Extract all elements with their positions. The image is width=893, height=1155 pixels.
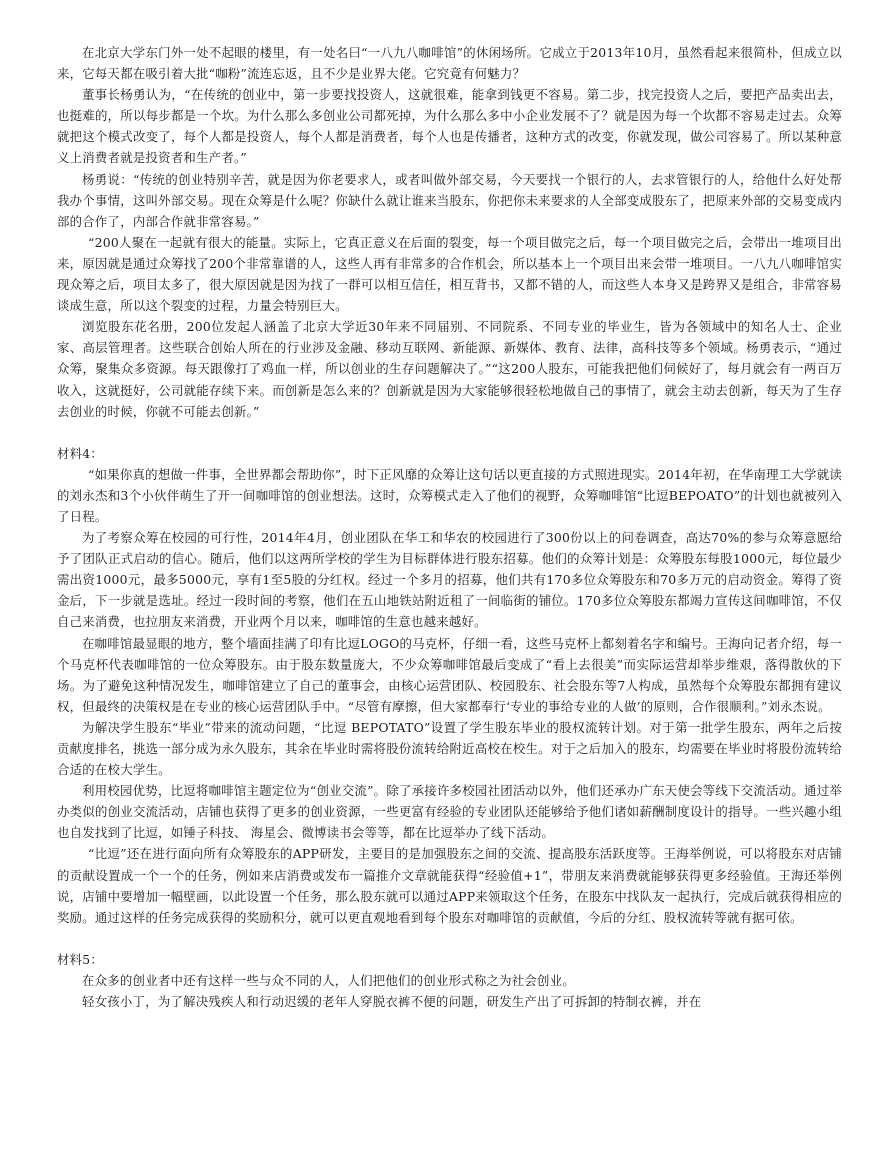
material-4-paragraph: 利用校园优势，比逗将咖啡馆主题定位为“创业交流”。除了承接许多校园社团活动以外，他们还承办广东天使会等线下交流活动。通过举办类似的创业交流活动，店铺也获得了更多的创业资源，一些更富有经验的专业团队还能够给予他们诸如薪酬制度设计的指导。一些兴趣小组也自发找到了比逗，如锤子科技、 海星会、微博读书会等等，都在比逗举办了线下活动。 bbox=[57, 783, 842, 841]
material-4-paragraph: 为解决学生股东“毕业”带来的流动问题，“比逗 BEPOTATO”设置了学生股东毕业的股权流转计划。对于第一批学生股东，两年之后按贡献度排名，挑选一部分成为永久股东，其余在毕业时需将股份流转给附近高校在校生。对于之后加入的股东，均需要在毕业时将股份流转给合适的在校大学生。 bbox=[57, 719, 842, 778]
document-page bbox=[57, 0, 842, 1012]
material-4-heading: 材料4： bbox=[57, 445, 104, 461]
paragraph-intro: 在北京大学东门外一处不起眼的楼里，有一处名曰“一八九八咖啡馆”的休闲场所。它成立于2013年10月，虽然看起来很简朴，但成立以来，它每天都在吸引着大批“咖粉”流连忘返，且不少是业界大佬。它究竟有何魅力？ bbox=[57, 45, 842, 82]
paragraph-yang-yong-view: 董事长杨勇认为，“在传统的创业中，第一步要找投资人，这就很难，能拿到钱更不容易。第二步，找完投资人之后，要把产品卖出去，也挺难的，所以每步都是一个坎。为什么那么多创业公司都死掉，为什么那么多中小企业发展不了？就是因为每一个坎都不容易走过去。众筹就把这个模式改变了，每个人都是投资人，每个人都是消费者，每个人也是传播者，这种方式的改变，你就发现，做公司容易了。所以某种意义上消费者就是投资者和生产者。” bbox=[57, 87, 842, 166]
paragraph-200-people: “200人聚在一起就有很大的能量。实际上，它真正意义在后面的裂变，每一个项目做完之后，每一个项目做完之后，会带出一堆项目出来，原因就是通过众筹找了200个非常靠谱的人，这些人再有非常多的合作机会，所以基本上一个项目出来会带一堆项目。一八九八咖啡馆实现众筹之后，项目太多了，很大原因就是因为找了一群可以相互信任，相互背书，又都不错的人，而这些人本身又是跨界又是组合，非常容易谈成生意，所以这个裂变的过程，力量会特别巨大。 bbox=[57, 234, 842, 314]
material-5-heading: 材料5： bbox=[57, 951, 104, 967]
material-5-paragraph: 轻女孩小丁，为了解决残疾人和行动迟缓的老年人穿脱衣裤不便的问题，研发生产出了可拆卸的特制衣裤，并在 bbox=[82, 994, 702, 1010]
material-4-paragraph-app: “比逗”还在进行面向所有众筹股东的APP研发，主要目的是加强股东之间的交流、提高股东活跃度等。王海举例说，可以将股东对店铺的贡献设置成一个一个的任务，例如来店消费或发布一篇推介文章就能获得“经验值+1”，带朋友来消费就能够获得更多经验值。王海还举例说，店铺中要增加一幅壁画，以此设置一个任务，那么股东就可以通过APP来领取这个任务，在股东中找队友一起执行，完成后就获得相应的奖励。通过这样的任务完成获得的奖励积分，就可以更直观地看到每个股东对咖啡馆的贡献值，今后的分红、股权流转等就有据可依。 bbox=[57, 846, 842, 925]
material-5-paragraph: 在众多的创业者中还有这样一些与众不同的人，人们把他们的创业形式称之为社会创业。 bbox=[82, 972, 575, 988]
material-4-paragraph: 为了考察众筹在校园的可行性，2014年4月，创业团队在华工和华农的校园进行了300份以上的问卷调查，高达70%的参与众筹意愿给予了团队正式启动的信心。随后，他们以这两所学校的学生为目标群体进行股东招募。他们的众筹计划是：众筹股东每股1000元，每位最少需出资1000元，最多5000元，享有1至5股的分红权。经过一个多月的招募，他们共有170多位众筹股东和70多万元的启动资金。筹得了资金后，下一步就是选址。经过一段时间的考察，他们在五山地铁站附近租了一间临街的铺位。170多位众筹股东都竭力宣传这间咖啡馆，不仅自己来消费，也拉朋友来消费，开业两个月以来，咖啡馆的生意也越来越好。 bbox=[57, 530, 842, 630]
paragraph-yang-yong-quote: 杨勇说：“传统的创业特别辛苦，就是因为你老要求人，或者叫做外部交易，今天要找一个银行的人，去求管银行的人，给他什么好处帮我办个事情，这叫外部交易。现在众筹是什么呢？你缺什么就让谁来当股东，你把你未来要求的人全部变成股东了，把原来外部的交易变成内部的合作了，内部合作就非常容易。” bbox=[57, 171, 842, 229]
paragraph-shareholder-roster: 浏览股东花名册，200位发起人涵盖了北京大学近30年来不同届别、不同院系、不同专业的毕业生，皆为各领域中的知名人士、企业家、高层管理者。这些联合创始人所在的行业涉及金融、移动互联网、新能源、新媒体、教育、法律，高科技等多个领域。杨勇表示，“通过众筹，聚集众多资源。每天跟像打了鸡血一样，所以创业的生存问题解决了。”“这200人股东，可能我把他们伺候好了，每月就会有一两百万收入，这就挺好，公司就能存续下来。而创新是怎么来的？创新就是因为大家能够很轻松地做自己的事情了，就会主动去创新，每天为了生存去创业的时候，你就不可能去创新。” bbox=[57, 319, 842, 419]
material-4-paragraph: “如果你真的想做一件事，全世界都会帮助你”，时下正风靡的众筹让这句话以更直接的方式照进现实。2014年初，在华南理工大学就读的刘永杰和3个小伙伴萌生了开一间咖啡馆的创业想法。这时，众筹模式走入了他们的视野，众筹咖啡馆“比逗BEPOATO”的计划也就被列入了日程。 bbox=[57, 466, 842, 524]
material-4-paragraph: 在咖啡馆最显眼的地方，整个墙面挂满了印有比逗LOGO的马克杯，仔细一看，这些马克杯上都刻着名字和编号。王海向记者介绍，每一个马克杯代表咖啡馆的一位众筹股东。由于股东数量庞大，不少众筹咖啡馆最后变成了“看上去很美”而实际运营却举步维艰，落得散伙的下场。为了避免这种情况发生，咖啡馆建立了自己的董事会，由核心运营团队、校园股东、社会股东等7人构成，虽然每个众筹股东都拥有建议权，但最终的决策权是在专业的核心运营团队手中。“尽管有摩擦，但大家都奉行‘专业的事给专业的人做’的原则，合作很顺利。”刘永杰说。 bbox=[57, 635, 842, 714]
